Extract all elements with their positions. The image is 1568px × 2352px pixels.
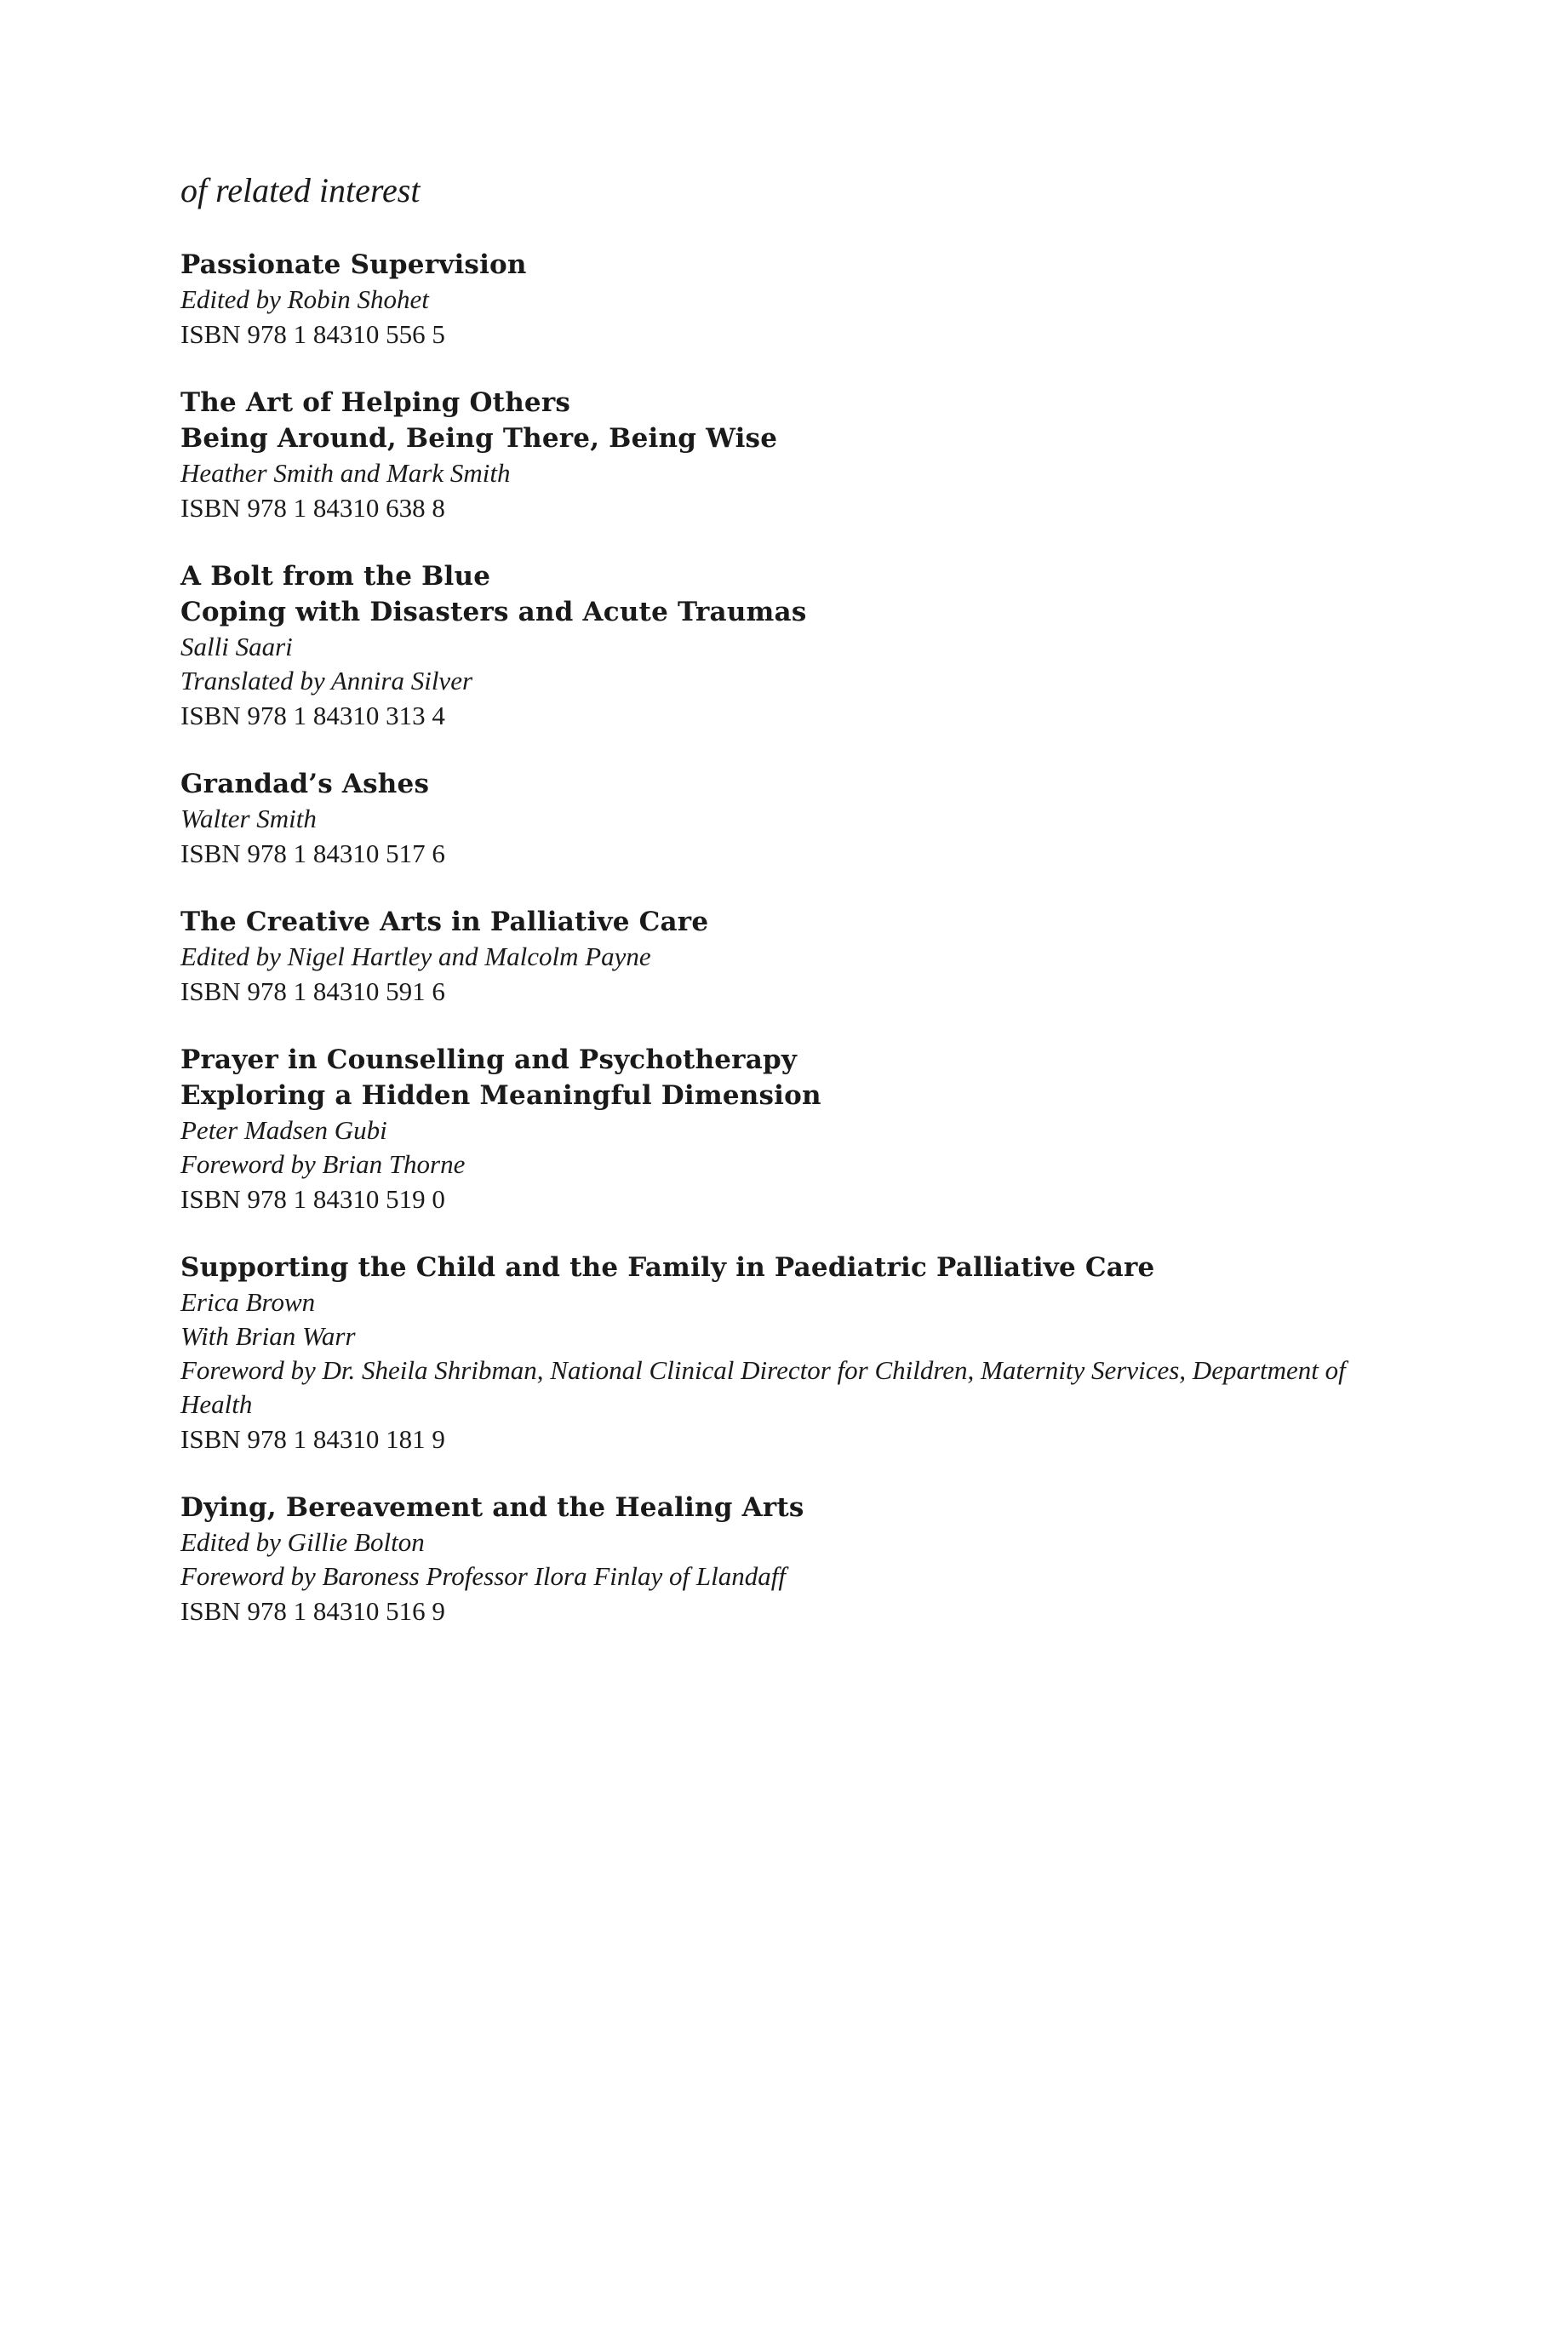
- book-isbn: ISBN 978 1 84310 313 4: [180, 701, 445, 730]
- book-credit: Edited by Gillie Bolton: [180, 1527, 425, 1557]
- book-list: [180, 247, 1389, 1629]
- book-credit: Edited by Nigel Hartley and Malcolm Payne: [180, 941, 651, 971]
- book-title: A Bolt from the Blue: [180, 561, 491, 592]
- book-entry: [180, 558, 1389, 734]
- book-isbn: ISBN 978 1 84310 638 8: [180, 493, 445, 523]
- book-entry: [180, 385, 1389, 526]
- book-entry: [180, 1250, 1389, 1457]
- book-isbn: ISBN 978 1 84310 556 5: [180, 319, 445, 349]
- book-credit: With Brian Warr: [180, 1321, 356, 1351]
- book-isbn: ISBN 978 1 84310 517 6: [180, 838, 445, 868]
- book-entry: [180, 247, 1389, 352]
- book-isbn: ISBN 978 1 84310 519 0: [180, 1184, 445, 1214]
- book-credit: Peter Madsen Gubi: [180, 1115, 387, 1145]
- book-title: Passionate Supervision: [180, 249, 527, 280]
- book-title: Grandad’s Ashes: [180, 769, 430, 799]
- book-subtitle: Being Around, Being There, Being Wise: [180, 423, 778, 454]
- book-subtitle: Exploring a Hidden Meaningful Dimension: [180, 1080, 821, 1111]
- related-titles-page: [180, 167, 1389, 1662]
- book-isbn: ISBN 978 1 84310 591 6: [180, 976, 445, 1006]
- book-entry: [180, 1042, 1389, 1217]
- book-title: Supporting the Child and the Family in Paediatric Palliative Care: [180, 1252, 1155, 1283]
- book-credit: Foreword by Brian Thorne: [180, 1149, 466, 1179]
- book-credit: Edited by Robin Shohet: [180, 284, 429, 314]
- book-credit: Translated by Annira Silver: [180, 666, 473, 695]
- book-credit: Walter Smith: [180, 804, 317, 833]
- book-title: The Art of Helping Others: [180, 387, 571, 418]
- book-credit: Erica Brown: [180, 1287, 316, 1317]
- book-entry: [180, 766, 1389, 872]
- section-heading: of related interest: [180, 171, 421, 209]
- book-credit: Foreword by Dr. Sheila Shribman, National Clinical Director for Children, Maternity Services, Department of Health: [180, 1355, 1346, 1419]
- book-credit: Salli Saari: [180, 632, 293, 661]
- book-title: Dying, Bereavement and the Healing Arts: [180, 1492, 804, 1523]
- book-credit: Foreword by Baroness Professor Ilora Finlay of Llandaff: [180, 1561, 786, 1591]
- book-entry: [180, 904, 1389, 1010]
- book-title: Prayer in Counselling and Psychotherapy: [180, 1044, 798, 1075]
- book-title: The Creative Arts in Palliative Care: [180, 907, 709, 937]
- book-isbn: ISBN 978 1 84310 516 9: [180, 1596, 445, 1626]
- book-credit: Heather Smith and Mark Smith: [180, 458, 511, 488]
- book-isbn: ISBN 978 1 84310 181 9: [180, 1424, 445, 1454]
- book-subtitle: Coping with Disasters and Acute Traumas: [180, 597, 807, 627]
- book-entry: [180, 1490, 1389, 1629]
